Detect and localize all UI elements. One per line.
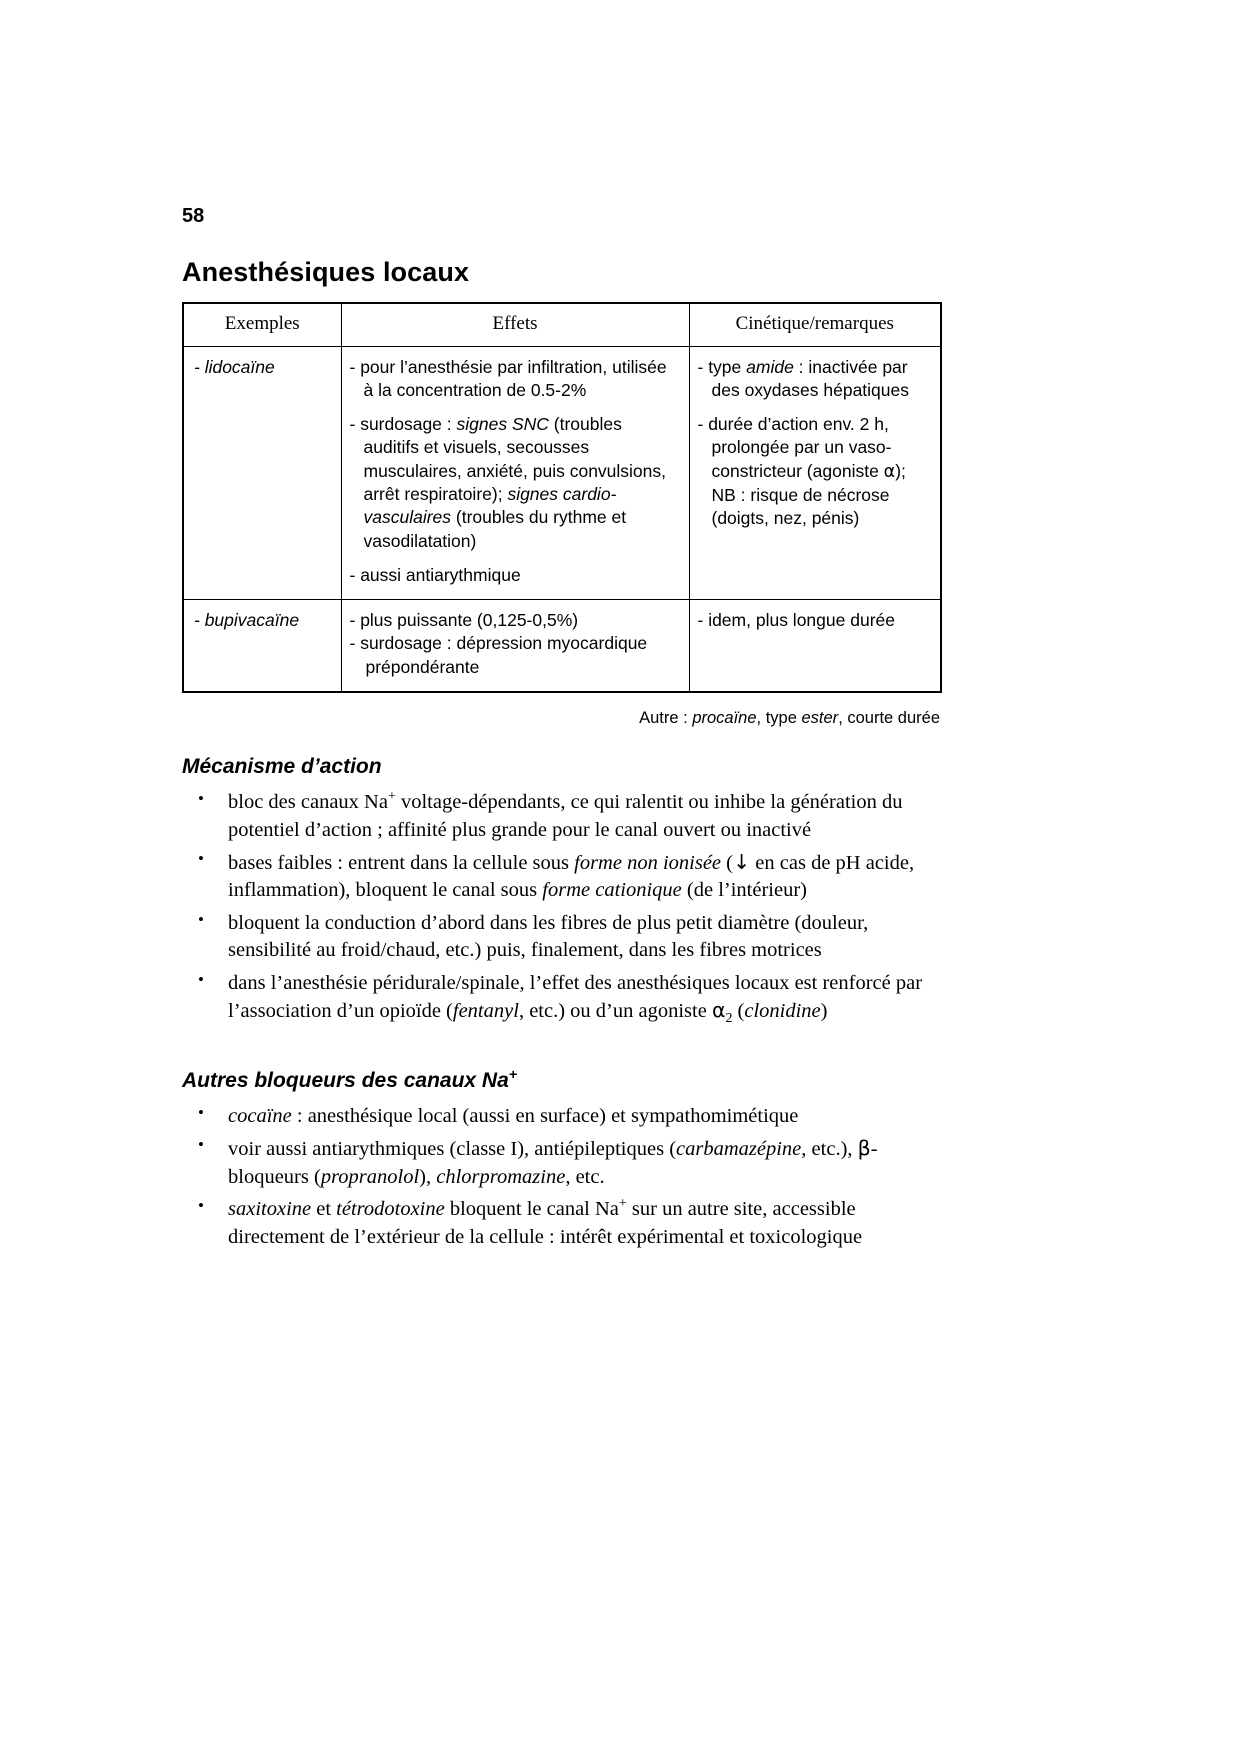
table-body	[183, 346, 941, 692]
page-title: Anesthésiques locaux	[182, 257, 470, 287]
effect-item: - aussi antiarythmique	[349, 564, 521, 585]
bullet-text-tail: (de l’intérieur)	[681, 879, 807, 902]
bullet-text-cont: en cas de pH acide, inflammation), bloquent le canal sous	[228, 852, 915, 902]
bullet-text-cont: , etc.) ou d’un agoniste	[518, 1000, 712, 1023]
bullet-text: dans l’anesthésie péridurale/spinale, l’effet des anesthésiques locaux est renforcé par l’association d’un opioïde (	[228, 971, 923, 1023]
bullet-text: : anesthésique local (aussi en surface) et sympathomimétique	[291, 1105, 799, 1127]
caption-mid: , type	[756, 708, 802, 727]
kinetics-item	[698, 413, 933, 530]
list-item	[182, 970, 942, 1026]
bullet-emphasis: propranolol	[320, 1165, 420, 1188]
bullet-text-cont: voltage-dépendants, ce qui ralentit ou inhibe la génération du potentiel d’action ; affinité plus grande pour le canal ouvert ou inactivé	[228, 791, 903, 841]
bullet-text: bloc des canaux Na	[228, 791, 388, 814]
page-number: 58	[182, 205, 205, 227]
caption-lead: Autre :	[639, 708, 693, 727]
cell-effects-bupivacaine	[341, 600, 689, 692]
effect-text-cont: utilisée à la concentration de 0.5-2%	[363, 356, 667, 400]
caption-drug: procaïne	[692, 708, 757, 727]
bullet-text-tail: , etc.	[565, 1165, 605, 1188]
effect-text-tail: (troubles du rythme et vasodilatation)	[363, 507, 627, 551]
effect-item: - plus puissante (0,125-0,5%)	[349, 610, 579, 631]
bullet-text: bases faibles : entrent dans la cellule sous	[228, 852, 575, 874]
column-header-examples: Exemples	[183, 303, 341, 347]
caption-tail: , courte durée	[838, 708, 940, 727]
charge-superscript: +	[508, 1066, 518, 1083]
effect-text: (troubles auditifs et visuels, secousses musculaires, anxiété, puis convulsions, arrêt respiratoire);	[363, 414, 667, 505]
drug-name-lidocaine: - lidocaïne	[194, 356, 275, 377]
alpha-symbol: α	[883, 461, 896, 482]
bullet-emphasis: forme non ionisée	[574, 852, 722, 874]
kinetics-label: - type	[697, 356, 747, 377]
effect-text: - pour l’anesthésie par infiltration,	[349, 356, 608, 377]
bullet-emphasis: carbamazépine	[676, 1138, 802, 1161]
down-arrow-icon: ↓	[732, 850, 751, 874]
effect-emphasis: signes cardio-vasculaires	[363, 484, 617, 528]
table-caption	[182, 709, 942, 728]
table-row	[183, 346, 941, 599]
table-head	[183, 303, 941, 347]
bullet-text-cont: (	[732, 1000, 745, 1023]
charge-superscript: +	[387, 789, 396, 805]
beta-symbol: β	[857, 1136, 871, 1161]
effect-emphasis: signes SNC	[456, 414, 549, 435]
table-header-row	[183, 303, 941, 347]
bullet-emphasis: saxitoxine	[228, 1198, 312, 1221]
kinetics-emphasis: amide	[746, 356, 794, 377]
kinetics-text: : inactivée par des oxydases hépatiques	[711, 356, 909, 400]
bullet-text-tail: )	[820, 1000, 828, 1023]
bullet-emphasis: tétrodotoxine	[336, 1198, 445, 1221]
section-heading-mecanisme: Mécanisme d’action	[182, 754, 382, 778]
bullet-emphasis: cocaïne	[228, 1105, 292, 1127]
bullet-text-cont: (	[721, 852, 733, 874]
effect-label: - surdosage :	[349, 414, 457, 435]
anesthetics-table	[182, 302, 942, 693]
column-header-effects: Effets	[341, 303, 689, 347]
bullet-text-cont: ),	[419, 1165, 437, 1188]
kinetics-text-tail: ); NB : risque de nécrose (doigts, nez, pénis)	[711, 460, 906, 529]
bullet-emphasis: chlorpromazine	[436, 1165, 566, 1188]
autres-bloqueurs-bullet-list	[182, 1103, 942, 1251]
bullet-text-tail: sur un autre site, accessible directement de l’extérieur de la cellule : intérêt expérimental et toxicologique	[228, 1198, 863, 1248]
bullet-text-cont: , etc.),	[801, 1138, 858, 1161]
column-header-kinetics: Cinétique/remarques	[689, 303, 941, 347]
bullet-text-cont: bloquent le canal Na	[444, 1198, 619, 1221]
heading-text: Autres bloqueurs des canaux Na	[182, 1068, 509, 1092]
cell-example-bupivacaine	[183, 600, 341, 692]
charge-superscript: +	[618, 1196, 627, 1212]
cell-kinetics-lidocaine	[689, 346, 941, 599]
bullet-emphasis: forme cationique	[542, 879, 682, 902]
list-item: • bloquent la conduction d’abord dans les fibres de plus petit diamètre (douleur, sensibilité au froid/chaud, etc.) puis, finalement, dans les fibres motrices	[182, 910, 942, 965]
page-content	[182, 206, 942, 1256]
list-item	[182, 1135, 942, 1191]
list-item	[182, 849, 942, 905]
caption-type: ester	[801, 708, 839, 727]
table-row	[183, 600, 941, 692]
mecanisme-bullet-list	[182, 789, 942, 1026]
cell-kinetics-bupivacaine	[689, 600, 941, 692]
cell-example-lidocaine	[183, 346, 341, 599]
kinetics-item	[698, 356, 933, 403]
list-item	[182, 1196, 942, 1251]
drug-name-bupivacaine: - bupivacaïne	[194, 610, 300, 631]
list-item	[182, 1103, 942, 1130]
subscript-two: 2	[725, 1011, 733, 1027]
section-heading-autres-bloqueurs	[182, 1068, 942, 1093]
list-item	[182, 789, 942, 844]
alpha-symbol: α	[711, 998, 726, 1023]
bullet-text: voir aussi antiarythmiques (classe I), antiépileptiques (	[228, 1138, 677, 1161]
effect-item	[350, 356, 681, 403]
kinetics-item: - idem, plus longue durée	[697, 610, 895, 631]
effect-item: - surdosage : dépression myocardique prépondérante	[349, 633, 648, 677]
bullet-emphasis: clonidine	[744, 1000, 821, 1023]
kinetics-text: - durée d’action env. 2 h, prolongée par un vaso-constricteur (agoniste	[697, 414, 892, 481]
bullet-text: et	[311, 1198, 337, 1221]
effect-item	[350, 413, 681, 553]
bullet-emphasis: fentanyl	[452, 1000, 519, 1023]
cell-effects-lidocaine	[341, 346, 689, 599]
bullet-text-cont: -bloqueurs (	[228, 1138, 878, 1188]
